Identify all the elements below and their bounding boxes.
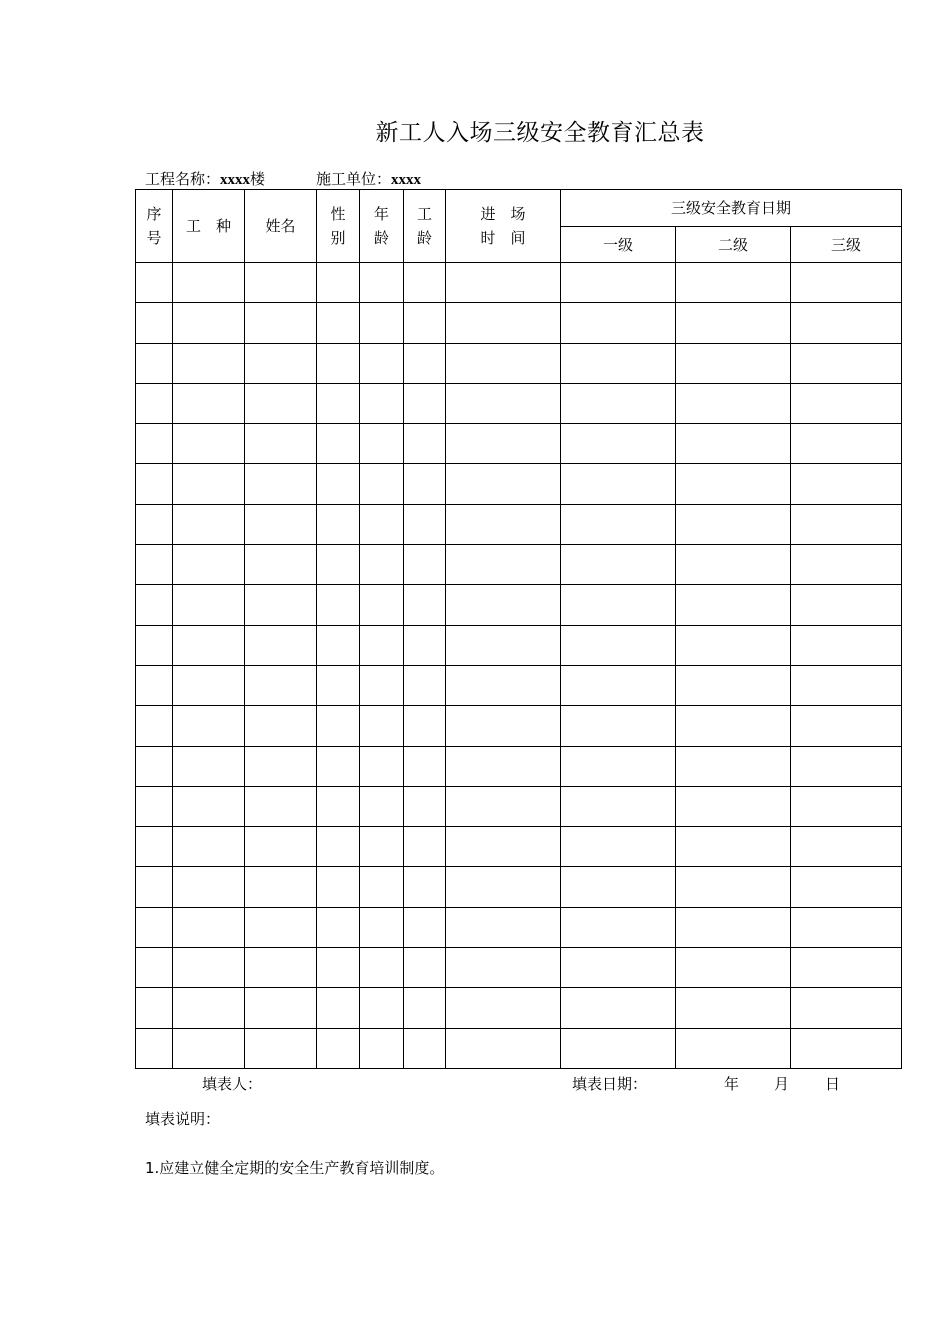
cell-age[interactable] (360, 827, 404, 867)
construction-unit-field (316, 168, 421, 189)
cell-level-2[interactable] (676, 988, 791, 1028)
cell-trade[interactable] (173, 383, 245, 423)
cell-work-age[interactable] (404, 343, 446, 383)
cell-trade[interactable] (173, 464, 245, 504)
cell-gender[interactable] (317, 585, 360, 625)
cell-level-1[interactable] (561, 706, 676, 746)
cell-level-3[interactable] (791, 948, 902, 988)
cell-entry-time[interactable] (446, 827, 561, 867)
construction-unit-label: 施工单位： (316, 170, 392, 188)
cell-level-2[interactable] (676, 383, 791, 423)
cell-entry-time[interactable] (446, 303, 561, 343)
cell-work-age[interactable] (404, 303, 446, 343)
cell-seq[interactable] (136, 263, 173, 303)
cell-name[interactable] (245, 464, 317, 504)
cell-work-age[interactable] (404, 625, 446, 665)
header-trade: 工 种 (173, 190, 245, 263)
cell-entry-time[interactable] (446, 263, 561, 303)
cell-level-3[interactable] (791, 585, 902, 625)
cell-gender[interactable] (317, 988, 360, 1028)
cell-gender[interactable] (317, 867, 360, 907)
filler-label: 填表人： (202, 1075, 263, 1093)
cell-work-age[interactable] (404, 948, 446, 988)
cell-level-3[interactable] (791, 665, 902, 705)
cell-level-1[interactable] (561, 343, 676, 383)
cell-seq[interactable] (136, 585, 173, 625)
cell-trade[interactable] (173, 948, 245, 988)
cell-work-age[interactable] (404, 746, 446, 786)
cell-trade[interactable] (173, 907, 245, 947)
table-row (136, 303, 902, 343)
cell-gender[interactable] (317, 545, 360, 585)
cell-level-1[interactable] (561, 545, 676, 585)
cell-entry-time[interactable] (446, 504, 561, 544)
table-row (136, 383, 902, 423)
cell-level-2[interactable] (676, 746, 791, 786)
header-seq (136, 190, 173, 263)
cell-trade[interactable] (173, 786, 245, 826)
cell-gender[interactable] (317, 665, 360, 705)
cell-age[interactable] (360, 948, 404, 988)
cell-trade[interactable] (173, 625, 245, 665)
cell-age[interactable] (360, 867, 404, 907)
cell-level-1[interactable] (561, 665, 676, 705)
cell-level-2[interactable] (676, 263, 791, 303)
cell-level-3[interactable] (791, 545, 902, 585)
cell-age[interactable] (360, 585, 404, 625)
cell-age[interactable] (360, 665, 404, 705)
table-row (136, 343, 902, 383)
cell-gender[interactable] (317, 343, 360, 383)
cell-age[interactable] (360, 706, 404, 746)
cell-entry-time[interactable] (446, 665, 561, 705)
cell-work-age[interactable] (404, 504, 446, 544)
cell-level-1[interactable] (561, 625, 676, 665)
cell-level-2[interactable] (676, 504, 791, 544)
table-row (136, 504, 902, 544)
header-age-bottom: 龄 (373, 229, 389, 247)
table-row (136, 867, 902, 907)
table-row (136, 907, 902, 947)
cell-level-3[interactable] (791, 786, 902, 826)
header-entry-top: 进 场 (480, 205, 526, 223)
project-name-value: xxxx (220, 172, 251, 188)
cell-level-2[interactable] (676, 545, 791, 585)
cell-work-age[interactable] (404, 464, 446, 504)
cell-trade[interactable] (173, 545, 245, 585)
header-gender-bottom: 别 (330, 229, 346, 247)
cell-name[interactable] (245, 424, 317, 464)
cell-entry-time[interactable] (446, 706, 561, 746)
cell-level-2[interactable] (676, 1028, 791, 1068)
cell-seq[interactable] (136, 303, 173, 343)
cell-seq[interactable] (136, 464, 173, 504)
cell-age[interactable] (360, 907, 404, 947)
table-row (136, 988, 902, 1028)
table-row (136, 948, 902, 988)
cell-trade[interactable] (173, 263, 245, 303)
cell-level-1[interactable] (561, 827, 676, 867)
cell-seq[interactable] (136, 545, 173, 585)
cell-entry-time[interactable] (446, 907, 561, 947)
cell-age[interactable] (360, 545, 404, 585)
cell-trade[interactable] (173, 585, 245, 625)
cell-age[interactable] (360, 383, 404, 423)
cell-name[interactable] (245, 625, 317, 665)
cell-work-age[interactable] (404, 706, 446, 746)
cell-seq[interactable] (136, 665, 173, 705)
cell-seq[interactable] (136, 504, 173, 544)
cell-level-2[interactable] (676, 827, 791, 867)
cell-level-1[interactable] (561, 867, 676, 907)
table-row (136, 424, 902, 464)
cell-age[interactable] (360, 343, 404, 383)
cell-work-age[interactable] (404, 907, 446, 947)
cell-name[interactable] (245, 907, 317, 947)
cell-level-3[interactable] (791, 706, 902, 746)
cell-gender[interactable] (317, 746, 360, 786)
cell-age[interactable] (360, 1028, 404, 1068)
cell-level-1[interactable] (561, 907, 676, 947)
cell-entry-time[interactable] (446, 545, 561, 585)
cell-seq[interactable] (136, 383, 173, 423)
cell-trade[interactable] (173, 867, 245, 907)
cell-name[interactable] (245, 263, 317, 303)
header-age (360, 190, 404, 263)
cell-name[interactable] (245, 665, 317, 705)
cell-trade[interactable] (173, 746, 245, 786)
cell-work-age[interactable] (404, 585, 446, 625)
cell-level-1[interactable] (561, 1028, 676, 1068)
cell-work-age[interactable] (404, 383, 446, 423)
cell-gender[interactable] (317, 907, 360, 947)
cell-level-3[interactable] (791, 464, 902, 504)
table-row (136, 464, 902, 504)
cell-entry-time[interactable] (446, 343, 561, 383)
table-row (136, 263, 902, 303)
cell-level-1[interactable] (561, 585, 676, 625)
header-level-1: 一级 (561, 227, 676, 263)
cell-age[interactable] (360, 786, 404, 826)
cell-trade[interactable] (173, 988, 245, 1028)
cell-seq[interactable] (136, 867, 173, 907)
cell-name[interactable] (245, 1028, 317, 1068)
cell-level-3[interactable] (791, 303, 902, 343)
cell-name[interactable] (245, 827, 317, 867)
cell-level-2[interactable] (676, 585, 791, 625)
cell-work-age[interactable] (404, 1028, 446, 1068)
cell-level-1[interactable] (561, 464, 676, 504)
cell-level-3[interactable] (791, 263, 902, 303)
cell-gender[interactable] (317, 504, 360, 544)
cell-gender[interactable] (317, 948, 360, 988)
cell-name[interactable] (245, 786, 317, 826)
cell-entry-time[interactable] (446, 746, 561, 786)
cell-trade[interactable] (173, 1028, 245, 1068)
cell-entry-time[interactable] (446, 625, 561, 665)
cell-trade[interactable] (173, 343, 245, 383)
cell-work-age[interactable] (404, 867, 446, 907)
cell-level-2[interactable] (676, 786, 791, 826)
cell-gender[interactable] (317, 464, 360, 504)
header-level-2: 二级 (676, 227, 791, 263)
header-seq-bottom: 号 (146, 229, 162, 247)
cell-entry-time[interactable] (446, 786, 561, 826)
cell-level-2[interactable] (676, 706, 791, 746)
cell-level-3[interactable] (791, 867, 902, 907)
cell-gender[interactable] (317, 625, 360, 665)
construction-unit-value: xxxx (391, 172, 422, 188)
cell-trade[interactable] (173, 827, 245, 867)
education-summary-table (135, 189, 902, 1069)
cell-gender[interactable] (317, 706, 360, 746)
cell-level-3[interactable] (791, 625, 902, 665)
cell-level-2[interactable] (676, 343, 791, 383)
table-row (136, 665, 902, 705)
cell-level-2[interactable] (676, 948, 791, 988)
header-gender (317, 190, 360, 263)
cell-trade[interactable] (173, 504, 245, 544)
cell-name[interactable] (245, 867, 317, 907)
header-entry-time (446, 190, 561, 263)
cell-gender[interactable] (317, 1028, 360, 1068)
header-gender-top: 性 (330, 205, 346, 223)
cell-name[interactable] (245, 585, 317, 625)
cell-level-3[interactable] (791, 746, 902, 786)
table-row (136, 545, 902, 585)
cell-level-2[interactable] (676, 625, 791, 665)
cell-age[interactable] (360, 424, 404, 464)
cell-level-3[interactable] (791, 907, 902, 947)
cell-age[interactable] (360, 263, 404, 303)
cell-trade[interactable] (173, 303, 245, 343)
cell-level-3[interactable] (791, 504, 902, 544)
header-entry-bottom: 时 间 (480, 229, 526, 247)
cell-seq[interactable] (136, 1028, 173, 1068)
cell-level-1[interactable] (561, 303, 676, 343)
fill-date-year: 年 (724, 1075, 740, 1093)
cell-level-1[interactable] (561, 988, 676, 1028)
cell-age[interactable] (360, 504, 404, 544)
table-row (136, 786, 902, 826)
cell-name[interactable] (245, 504, 317, 544)
notes-heading: 填表说明： (145, 1110, 221, 1128)
cell-seq[interactable] (136, 343, 173, 383)
table-row (136, 625, 902, 665)
cell-work-age[interactable] (404, 545, 446, 585)
cell-level-2[interactable] (676, 424, 791, 464)
cell-seq[interactable] (136, 786, 173, 826)
cell-name[interactable] (245, 746, 317, 786)
cell-age[interactable] (360, 988, 404, 1028)
cell-work-age[interactable] (404, 665, 446, 705)
cell-entry-time[interactable] (446, 948, 561, 988)
cell-level-2[interactable] (676, 665, 791, 705)
cell-gender[interactable] (317, 424, 360, 464)
cell-name[interactable] (245, 988, 317, 1028)
cell-seq[interactable] (136, 746, 173, 786)
cell-name[interactable] (245, 706, 317, 746)
cell-level-1[interactable] (561, 424, 676, 464)
fill-date-label: 填表日期： (572, 1075, 648, 1093)
cell-entry-time[interactable] (446, 1028, 561, 1068)
cell-entry-time[interactable] (446, 383, 561, 423)
cell-work-age[interactable] (404, 827, 446, 867)
header-name: 姓名 (245, 190, 317, 263)
cell-entry-time[interactable] (446, 424, 561, 464)
cell-name[interactable] (245, 303, 317, 343)
cell-level-2[interactable] (676, 867, 791, 907)
cell-work-age[interactable] (404, 786, 446, 826)
cell-age[interactable] (360, 746, 404, 786)
cell-entry-time[interactable] (446, 867, 561, 907)
cell-age[interactable] (360, 625, 404, 665)
page-title: 新工人入场三级安全教育汇总表 (375, 120, 705, 146)
cell-level-1[interactable] (561, 786, 676, 826)
cell-trade[interactable] (173, 424, 245, 464)
project-name-field (145, 168, 265, 189)
cell-level-1[interactable] (561, 383, 676, 423)
cell-entry-time[interactable] (446, 464, 561, 504)
header-row (136, 190, 902, 227)
cell-level-3[interactable] (791, 383, 902, 423)
cell-seq[interactable] (136, 988, 173, 1028)
table-row (136, 706, 902, 746)
header-work-age-bottom: 龄 (416, 229, 432, 247)
cell-work-age[interactable] (404, 988, 446, 1028)
cell-trade[interactable] (173, 706, 245, 746)
cell-gender[interactable] (317, 303, 360, 343)
cell-entry-time[interactable] (446, 988, 561, 1028)
header-work-age (404, 190, 446, 263)
cell-seq[interactable] (136, 907, 173, 947)
header-education-dates: 三级安全教育日期 (561, 190, 902, 227)
header-seq-top: 序 (146, 205, 162, 223)
header-age-top: 年 (373, 205, 389, 223)
cell-name[interactable] (245, 343, 317, 383)
table-row (136, 1028, 902, 1068)
cell-name[interactable] (245, 383, 317, 423)
cell-level-1[interactable] (561, 263, 676, 303)
cell-seq[interactable] (136, 625, 173, 665)
cell-seq[interactable] (136, 827, 173, 867)
cell-age[interactable] (360, 464, 404, 504)
fill-date-month: 月 (774, 1075, 790, 1093)
cell-seq[interactable] (136, 706, 173, 746)
cell-age[interactable] (360, 303, 404, 343)
cell-level-3[interactable] (791, 424, 902, 464)
cell-level-3[interactable] (791, 1028, 902, 1068)
cell-seq[interactable] (136, 948, 173, 988)
cell-gender[interactable] (317, 827, 360, 867)
cell-level-2[interactable] (676, 464, 791, 504)
cell-name[interactable] (245, 545, 317, 585)
cell-level-3[interactable] (791, 343, 902, 383)
table-row (136, 746, 902, 786)
cell-name[interactable] (245, 948, 317, 988)
table-row (136, 827, 902, 867)
cell-gender[interactable] (317, 383, 360, 423)
cell-level-1[interactable] (561, 948, 676, 988)
cell-gender[interactable] (317, 786, 360, 826)
cell-work-age[interactable] (404, 263, 446, 303)
cell-level-2[interactable] (676, 303, 791, 343)
cell-work-age[interactable] (404, 424, 446, 464)
cell-seq[interactable] (136, 424, 173, 464)
project-name-label: 工程名称： (145, 170, 221, 188)
header-work-age-top: 工 (416, 205, 432, 223)
notes-item-1: 1.应建立健全定期的安全生产教育培训制度。 (145, 1159, 445, 1177)
cell-gender[interactable] (317, 263, 360, 303)
cell-level-3[interactable] (791, 988, 902, 1028)
table-row (136, 585, 902, 625)
fill-date-day: 日 (825, 1075, 841, 1093)
header-level-3: 三级 (791, 227, 902, 263)
cell-level-1[interactable] (561, 504, 676, 544)
cell-level-2[interactable] (676, 907, 791, 947)
cell-entry-time[interactable] (446, 585, 561, 625)
project-name-suffix: 楼 (250, 170, 266, 188)
cell-trade[interactable] (173, 665, 245, 705)
cell-level-3[interactable] (791, 827, 902, 867)
cell-level-1[interactable] (561, 746, 676, 786)
